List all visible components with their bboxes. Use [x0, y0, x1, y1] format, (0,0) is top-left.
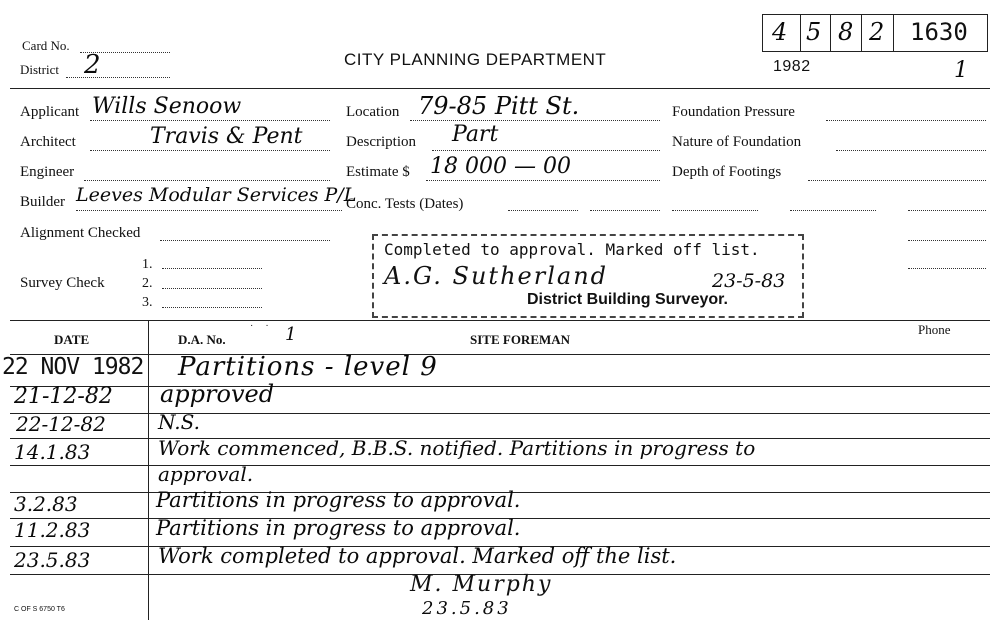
architect-value: Travis & Pent: [150, 124, 303, 149]
form-code: C OF S 6750 T6: [14, 606, 65, 613]
nature-line: [836, 150, 986, 151]
location-value: 79-85 Pitt St.: [418, 92, 580, 120]
log-date-6: 3.2.83: [14, 492, 78, 516]
architect-line: [90, 150, 330, 151]
log-date-4: 14.1.83: [14, 440, 91, 464]
log-date-7: 11.2.83: [14, 518, 91, 542]
stamp-line-3: District Building Surveyor.: [527, 291, 728, 308]
box-number: 1630: [910, 18, 968, 46]
survey-num-3: 3.: [142, 295, 153, 310]
district-value: 2: [84, 50, 101, 80]
card-no-label: Card No.: [22, 38, 70, 53]
table-top-border: [10, 320, 990, 321]
district-line: [66, 77, 170, 78]
table-row-line: [10, 386, 990, 387]
right-line-4: [908, 240, 986, 241]
box-digit-3: 8: [838, 18, 854, 46]
date-header: DATE: [54, 332, 90, 347]
log-date-1: 22 NOV 1982: [2, 354, 144, 380]
da-dots: ··: [250, 320, 281, 331]
log-text-1: Partitions - level 9: [178, 352, 438, 382]
right-line-5: [908, 268, 986, 269]
log-date-2: 21-12-82: [14, 384, 113, 409]
right-line-1: [672, 210, 758, 211]
phone-header: Phone: [918, 322, 951, 337]
conc-tests-label: Conc. Tests (Dates): [346, 196, 464, 212]
estimate-line: [426, 180, 660, 181]
table-header-border: [10, 354, 990, 355]
right-line-2: [790, 210, 876, 211]
location-line: [410, 120, 660, 121]
table-row-line: [10, 413, 990, 414]
alignment-label: Alignment Checked: [20, 225, 141, 241]
log-text-2: approved: [160, 380, 275, 408]
survey-num-2: 2.: [142, 276, 153, 291]
survey-num-1: 1.: [142, 257, 153, 272]
description-value: Part: [452, 122, 499, 147]
conc-line-2: [590, 210, 660, 211]
box-divider: [861, 14, 862, 52]
stamp-line-1: Completed to approval. Marked off list.: [384, 240, 760, 259]
survey-line-2: [162, 288, 262, 289]
conc-line-1: [508, 210, 578, 211]
year: 1982: [773, 58, 811, 75]
stamp-date: 23-5-83: [712, 270, 786, 292]
box-divider: [893, 14, 894, 52]
applicant-value: Wills Senoow: [92, 94, 242, 119]
stamp-signature: A.G. Sutherland: [384, 262, 609, 290]
box-digit-1: 4: [772, 18, 788, 46]
box-divider: [830, 14, 831, 52]
box-divider: [800, 14, 801, 52]
log-text-6: Partitions in progress to approval.: [156, 488, 521, 512]
applicant-line: [90, 120, 330, 121]
engineer-label: Engineer: [20, 164, 75, 180]
sub-number: 1: [954, 58, 968, 83]
builder-line: [76, 210, 342, 211]
survey-label: Survey Check: [20, 275, 105, 291]
depth-of-footings-label: Depth of Footings: [672, 164, 782, 180]
log-date-8: 23.5.83: [14, 548, 91, 572]
foreman-signature-date: 23.5.83: [422, 598, 512, 619]
header-divider: [10, 88, 990, 89]
survey-line-1: [162, 268, 262, 269]
log-text-4: Work commenced, B.B.S. notified. Partitions in progress to: [158, 436, 756, 460]
foundation-pressure-line: [826, 120, 986, 121]
table-row-line: [10, 465, 990, 466]
nature-of-foundation-label: Nature of Foundation: [672, 134, 802, 150]
survey-line-3: [162, 307, 262, 308]
box-digit-2: 5: [806, 18, 822, 46]
site-foreman-header: SITE FOREMAN: [470, 332, 571, 347]
description-label: Description: [346, 134, 416, 150]
foreman-signature: M. Murphy: [410, 572, 553, 597]
da-no-header: D.A. No.: [178, 332, 226, 347]
estimate-label: Estimate $: [346, 164, 410, 180]
box-digit-4: 2: [869, 18, 885, 46]
page-title: CITY PLANNING DEPARTMENT: [344, 50, 607, 69]
builder-label: Builder: [20, 194, 65, 210]
district-label: District: [20, 62, 59, 77]
log-text-5: approval.: [158, 462, 254, 486]
depth-line: [808, 180, 986, 181]
da-no-value: 1: [285, 324, 297, 345]
log-date-3: 22-12-82: [16, 412, 106, 436]
log-text-3: N.S.: [158, 410, 200, 434]
foundation-pressure-label: Foundation Pressure: [672, 104, 795, 120]
log-text-7: Partitions in progress to approval.: [156, 516, 521, 540]
applicant-label: Applicant: [20, 104, 80, 120]
right-line-3: [908, 210, 986, 211]
date-column-divider: [148, 320, 149, 620]
log-text-8: Work completed to approval. Marked off the list.: [158, 544, 677, 568]
alignment-line: [160, 240, 330, 241]
estimate-value: 18 000 — 00: [430, 154, 571, 179]
architect-label: Architect: [20, 134, 76, 150]
engineer-line: [84, 180, 330, 181]
builder-value: Leeves Modular Services P/L: [76, 184, 357, 206]
location-label: Location: [346, 104, 400, 120]
description-line: [432, 150, 660, 151]
